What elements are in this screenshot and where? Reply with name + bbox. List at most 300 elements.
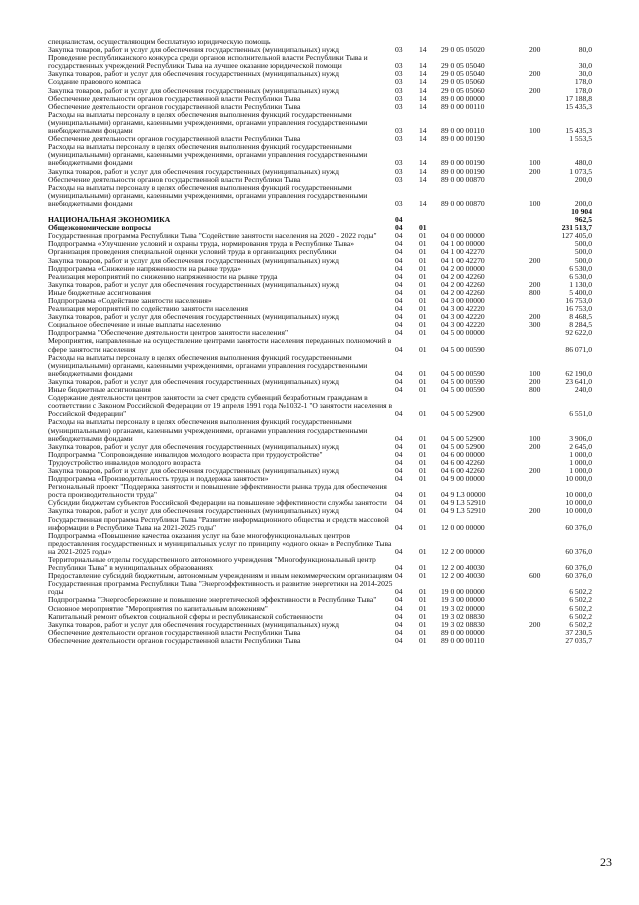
row-subsection: 01	[419, 603, 427, 613]
row-section: 04	[395, 587, 403, 597]
row-expense-type: 200	[529, 506, 541, 516]
row-section: 03	[395, 69, 403, 79]
row-subsection: 01	[419, 563, 427, 573]
row-amount: 480,0	[574, 158, 592, 168]
row-amount: 10 904 962,5	[571, 206, 592, 225]
row-name: Закупка товаров, работ и услуг для обеспечения государственных (муниципальных) нужд	[48, 441, 339, 451]
row-name: Создание правового компаса	[48, 77, 141, 87]
row-subsection: 01	[419, 312, 427, 322]
row-subsection: 01	[419, 571, 427, 581]
row-name: Закупка товаров, работ и услуг для обеспечения государственных (муниципальных) нужд	[48, 85, 339, 95]
row-amount: 10 000,0	[565, 490, 592, 500]
row-section: 04	[395, 215, 403, 225]
row-expense-type	[529, 224, 553, 232]
row-subsection: 14	[419, 93, 427, 103]
row-section: 03	[395, 45, 403, 55]
row-expense-type	[529, 240, 553, 248]
row-amount: 60 376,0	[565, 571, 592, 581]
row-target-article: 19 3 00 00000	[441, 595, 485, 605]
table-row	[48, 337, 592, 353]
row-name: Организация проведения специальной оценки условий труда в организациях республики	[48, 247, 337, 257]
row-expense-type	[529, 596, 553, 604]
row-amount: 15 435,3	[565, 126, 592, 136]
table-row	[48, 184, 592, 208]
budget-table	[48, 38, 592, 645]
row-name: Иные бюджетные ассигнования	[48, 287, 151, 297]
row-subsection: 01	[419, 304, 427, 314]
table-row	[48, 418, 592, 442]
row-expense-type: 200	[529, 619, 541, 629]
row-target-article: 89 0 00 00190	[441, 166, 485, 176]
row-amount: 16 753,0	[565, 296, 592, 305]
row-subsection: 01	[419, 409, 427, 419]
row-target-article: 04 1 00 00000	[441, 239, 485, 249]
row-subsection: 01	[419, 619, 427, 629]
table-row	[48, 111, 592, 135]
row-section: 04	[395, 441, 403, 451]
row-subsection: 01	[419, 328, 427, 338]
row-amount: 8 284,5	[569, 320, 592, 330]
row-expense-type	[529, 629, 553, 637]
row-section: 04	[395, 304, 403, 314]
row-subsection: 01	[419, 587, 427, 597]
row-target-article: 04 9 L3 00000	[441, 490, 486, 500]
row-name: Подпрограмма «Снижение напряженности на рынке труда»	[48, 263, 242, 273]
row-subsection: 01	[419, 433, 427, 443]
row-name: Предоставление субсидий бюджетным, автономным учреждениям и иным некоммерческим организациям	[48, 571, 393, 581]
row-section: 04	[395, 490, 403, 500]
row-amount: 10 000,0	[565, 498, 592, 508]
row-target-article: 89 0 00 00000	[441, 627, 485, 637]
row-name: Обеспечение деятельности органов государственной власти Республики Тыва	[48, 134, 301, 144]
row-name: Капитальный ремонт объектов социальной сферы и республиканской собственности	[48, 611, 323, 621]
row-amount: 1 073,5	[569, 166, 592, 176]
table-row	[48, 54, 592, 70]
row-subsection: 14	[419, 126, 427, 136]
row-target-article: 89 0 00 00110	[441, 635, 485, 645]
row-amount: 1 000,0	[569, 465, 592, 475]
row-section: 04	[395, 611, 403, 621]
row-target-article: 04 2 00 42260	[441, 279, 485, 289]
table-row	[48, 354, 592, 378]
row-subsection: 14	[419, 101, 427, 111]
row-amount: 178,0	[574, 85, 592, 95]
row-subsection: 01	[419, 635, 427, 645]
row-expense-type	[529, 637, 553, 645]
budget-table-body	[48, 38, 592, 645]
row-name: Обеспечение деятельности органов государственной власти Республики Тыва	[48, 101, 301, 111]
row-expense-type: 800	[529, 385, 541, 395]
row-target-article: 19 0 00 00000	[441, 587, 485, 597]
row-target-article: 89 0 00 00110	[441, 101, 485, 111]
row-amount: 16 753,0	[565, 304, 592, 314]
row-target-article: 89 0 00 00190	[441, 134, 485, 144]
row-section: 04	[395, 312, 403, 322]
row-subsection: 14	[419, 85, 427, 95]
row-subsection: 01	[419, 231, 427, 241]
row-subsection: 14	[419, 69, 427, 79]
row-section: 04	[395, 474, 403, 484]
row-name: Закупка товаров, работ и услуг для обеспечения государственных (муниципальных) нужд	[48, 255, 339, 265]
row-section: 04	[395, 506, 403, 516]
row-name: Обеспечение деятельности органов государственной власти Республики Тыва	[48, 635, 301, 645]
row-subsection: 01	[419, 474, 427, 484]
row-amount: 60 376,0	[565, 563, 592, 573]
row-section: 04	[395, 223, 403, 233]
row-name: НАЦИОНАЛЬНАЯ ЭКОНОМИКА	[48, 215, 171, 225]
row-section: 04	[395, 376, 403, 386]
row-expense-type	[529, 516, 553, 532]
row-amount: 1 000,0	[569, 449, 592, 459]
row-name: Закупка товаров, работ и услуг для обеспечения государственных (муниципальных) нужд	[48, 312, 339, 322]
row-target-article: 12 0 00 00000	[441, 522, 485, 532]
row-name: Обеспечение деятельности органов государственной власти Республики Тыва	[48, 174, 301, 184]
row-subsection: 01	[419, 506, 427, 516]
row-section: 04	[395, 328, 403, 338]
row-name: Подпрограмма «Улучшение условий и охраны труда, нормирования труда в Республике Тыва»	[48, 239, 354, 249]
row-expense-type	[529, 483, 553, 499]
row-expense-type: 100	[529, 126, 541, 136]
row-name: Подпрограмма "Энергосбережение и повышение энергетической эффективности в Республике Тыва"	[48, 595, 377, 605]
row-target-article: 04 5 00 00590	[441, 344, 485, 354]
row-name: Закупка товаров, работ и услуг для обеспечения государственных (муниципальных) нужд	[48, 279, 339, 289]
row-section: 03	[395, 77, 403, 87]
table-row	[48, 143, 592, 167]
row-target-article: 04 5 00 52900	[441, 409, 485, 419]
row-expense-type	[529, 580, 553, 596]
row-target-article: 04 5 00 00590	[441, 368, 485, 378]
row-amount: 200,0	[574, 174, 592, 184]
row-amount: 92 622,0	[565, 328, 592, 338]
row-amount: 6 502,2	[569, 603, 592, 613]
row-amount: 1 000,0	[569, 457, 592, 467]
row-section: 04	[395, 385, 403, 395]
row-name: Содержание деятельности центров занятости за счет средств субвенций безработным гражданам в соответствии с Законом Российской Федерации от 19 апреля 1991 года №1032-1 "О занятости населения в Российской Федерации"	[48, 393, 393, 419]
row-target-article: 19 3 02 00000	[441, 603, 485, 613]
row-section: 04	[395, 271, 403, 281]
row-target-article: 89 0 00 00870	[441, 198, 485, 208]
row-name: Реализация мероприятий по содействию занятости населения	[48, 304, 249, 314]
row-section: 04	[395, 239, 403, 249]
table-row	[48, 394, 592, 418]
row-expense-type: 200	[529, 441, 541, 451]
row-subsection: 01	[419, 271, 427, 281]
row-section: 04	[395, 368, 403, 378]
row-expense-type: 200	[529, 465, 541, 475]
row-section: 04	[395, 465, 403, 475]
row-subsection: 01	[419, 376, 427, 386]
row-target-article: 04 5 00 00000	[441, 328, 485, 338]
row-section: 04	[395, 498, 403, 508]
row-subsection: 14	[419, 134, 427, 144]
row-subsection: 01	[419, 344, 427, 354]
row-expense-type: 100	[529, 198, 541, 208]
row-subsection: 01	[419, 522, 427, 532]
row-section: 03	[395, 198, 403, 208]
row-target-article: 29 0 05 05060	[441, 85, 485, 95]
row-amount: 60 376,0	[565, 546, 592, 556]
row-amount: 10 000,0	[565, 506, 592, 516]
table-row	[48, 483, 592, 499]
row-name: Региональный проект "Поддержка занятости и повышение эффективности рынка труда для обеспечения роста производительности труда"	[48, 482, 387, 500]
row-name: Расходы на выплаты персоналу в целях обеспечения выполнения функций государственными (муниципальными) органами, казенными учреждениями, органами управления государственными внебюджетными фондами	[48, 109, 368, 136]
row-expense-type	[529, 556, 553, 572]
row-name: Основное мероприятие "Мероприятия по капитальным вложениям"	[48, 603, 268, 613]
row-section: 03	[395, 93, 403, 103]
row-name: Трудоустройство инвалидов молодого возраста	[48, 457, 201, 467]
row-amount: 37 230,5	[565, 627, 592, 637]
row-target-article: 89 0 00 00870	[441, 174, 485, 184]
row-expense-type	[529, 337, 553, 353]
row-amount: 127 405,0	[561, 231, 592, 241]
row-section: 04	[395, 603, 403, 613]
row-name: Закупка товаров, работ и услуг для обеспечения государственных (муниципальных) нужд	[48, 465, 339, 475]
row-target-article: 04 9 L3 52910	[441, 506, 486, 516]
row-subsection: 01	[419, 263, 427, 273]
row-target-article: 29 0 05 05040	[441, 61, 485, 71]
row-amount: 8 468,5	[569, 312, 592, 322]
row-amount: 30,0	[578, 69, 592, 79]
row-target-article: 89 0 00 00000	[441, 93, 485, 103]
row-section: 04	[395, 563, 403, 573]
row-subsection: 14	[419, 174, 427, 184]
row-name: специалистам, осуществляющим бесплатную юридическую помощь	[48, 37, 271, 46]
row-subsection: 14	[419, 77, 427, 87]
row-target-article: 12 2 00 00000	[441, 546, 485, 556]
row-expense-type: 200	[529, 85, 541, 95]
row-subsection: 14	[419, 158, 427, 168]
row-name: Государственная программа Республики Тыва "Энергоэффективность и развитие энергетики на 2014-2025 годы	[48, 579, 393, 597]
row-amount: 240,0	[574, 385, 592, 395]
row-name: Закупка товаров, работ и услуг для обеспечения государственных (муниципальных) нужд	[48, 376, 339, 386]
row-expense-type	[529, 232, 553, 240]
row-amount: 6 502,2	[569, 587, 592, 597]
row-name: Закупка товаров, работ и услуг для обеспечения государственных (муниципальных) нужд	[48, 45, 339, 55]
row-expense-type	[529, 394, 553, 418]
row-section: 04	[395, 595, 403, 605]
row-expense-type: 100	[529, 433, 541, 443]
row-amount: 1 553,5	[569, 134, 592, 144]
row-name: Закупка товаров, работ и услуг для обеспечения государственных (муниципальных) нужд	[48, 619, 339, 629]
row-subsection: 01	[419, 296, 427, 305]
table-row	[48, 580, 592, 596]
row-expense-type	[529, 54, 553, 70]
row-name: Субсидии бюджетам субъектов Российской Федерации на повышение эффективности службы занятости	[48, 498, 387, 508]
row-name: Подпрограмма "Сопровождение инвалидов молодого возраста при трудоустройстве"	[48, 449, 323, 459]
row-subsection: 01	[419, 223, 427, 233]
table-row	[48, 208, 592, 224]
row-section: 04	[395, 433, 403, 443]
row-name: Закупка товаров, работ и услуг для обеспечения государственных (муниципальных) нужд	[48, 69, 339, 79]
row-name: Территориальные отделы государственного автономного учреждения "Многофункциональный центр Республики Тыва" в муниципальных образованиях	[48, 555, 376, 573]
row-amount: 231 513,7	[561, 223, 592, 233]
row-amount: 178,0	[574, 77, 592, 87]
row-name: Общеэкономические вопросы	[48, 223, 152, 233]
row-expense-type	[529, 135, 553, 143]
row-subsection: 01	[419, 239, 427, 249]
row-amount: 80,0	[578, 45, 592, 55]
row-name: Подпрограмма «Содействие занятости населения»	[48, 296, 212, 305]
row-section: 04	[395, 231, 403, 241]
row-target-article: 04 9 00 00000	[441, 474, 485, 484]
row-target-article: 04 3 00 42220	[441, 312, 485, 322]
row-target-article: 04 2 00 42260	[441, 271, 485, 281]
row-name: Расходы на выплаты персоналу в целях обеспечения выполнения функций государственными (муниципальными) органами, казенными учреждениями, органами управления государственными внебюджетными фондами	[48, 182, 368, 208]
row-expense-type: 200	[529, 312, 541, 322]
row-section: 03	[395, 174, 403, 184]
row-expense-type	[529, 605, 553, 613]
row-amount: 3 906,0	[569, 433, 592, 443]
row-section: 04	[395, 287, 403, 297]
row-target-article: 04 2 00 42260	[441, 287, 485, 297]
row-name: Закупка товаров, работ и услуг для обеспечения государственных (муниципальных) нужд	[48, 166, 339, 176]
row-expense-type: 600	[529, 571, 541, 581]
row-target-article	[441, 208, 529, 224]
row-name: Иные бюджетные ассигнования	[48, 385, 151, 395]
row-subsection: 14	[419, 45, 427, 55]
row-section: 04	[395, 296, 403, 305]
row-target-article: 89 0 00 00190	[441, 158, 485, 168]
row-section: 04	[395, 449, 403, 459]
row-name: Подпрограмма «Повышение качества оказания услуг на базе многофункциональных центров предоставления государственных и муниципальных услуг по принципу «одного окна» в Республике Тыва на 2021-2025 годы»	[48, 530, 392, 556]
row-subsection	[419, 208, 441, 224]
table-row	[48, 556, 592, 572]
row-section: 04	[395, 627, 403, 637]
row-section: 03	[395, 101, 403, 111]
row-expense-type: 200	[529, 255, 541, 265]
row-name: Реализация мероприятий по снижению напряженности на рынке труда	[48, 271, 278, 281]
row-amount: 60 376,0	[565, 522, 592, 532]
row-target-article: 19 3 02 08830	[441, 611, 485, 621]
row-expense-type	[529, 95, 553, 103]
row-amount: 6 502,2	[569, 619, 592, 629]
row-expense-type	[529, 297, 553, 305]
row-subsection: 01	[419, 279, 427, 289]
row-subsection: 01	[419, 611, 427, 621]
row-section: 04	[395, 263, 403, 273]
row-section: 04	[395, 247, 403, 257]
row-expense-type: 200	[529, 45, 541, 55]
row-subsection: 01	[419, 368, 427, 378]
row-target-article: 04 2 00 00000	[441, 263, 485, 273]
row-section: 03	[395, 126, 403, 136]
row-name: Расходы на выплаты персоналу в целях обеспечения выполнения функций государственными (муниципальными) органами, казенными учреждениями, органами управления государственными внебюджетными фондами	[48, 417, 368, 443]
row-target-article: 04 3 00 42220	[441, 320, 485, 330]
row-target-article: 12 2 00 40030	[441, 571, 485, 581]
row-expense-type: 200	[529, 166, 541, 176]
row-expense-type: 200	[529, 69, 541, 79]
row-name: Подпрограмма "Обеспечение деятельности центров занятости населения"	[48, 328, 289, 338]
row-amount: 23 641,0	[565, 376, 592, 386]
row-name: Подпрограмма «Производительность труда и поддержка занятости»	[48, 474, 269, 484]
row-subsection: 01	[419, 490, 427, 500]
row-expense-type: 300	[529, 320, 541, 330]
row-name: Социальное обеспечение и иные выплаты населению	[48, 320, 221, 330]
row-expense-type	[529, 451, 553, 459]
row-expense-type	[529, 208, 553, 224]
row-subsection: 01	[419, 627, 427, 637]
row-expense-type	[529, 176, 553, 184]
row-expense-type	[529, 329, 553, 337]
row-subsection: 14	[419, 198, 427, 208]
row-subsection: 01	[419, 465, 427, 475]
row-subsection: 01	[419, 546, 427, 556]
row-target-article: 04 5 00 00590	[441, 376, 485, 386]
row-section: 03	[395, 134, 403, 144]
row-name: Расходы на выплаты персоналу в целях обеспечения выполнения функций государственными (муниципальными) органами, казенными учреждениями, органами управления государственными внебюджетными фондами	[48, 142, 368, 168]
row-amount: 200,0	[574, 198, 592, 208]
row-target-article: 04 5 00 52900	[441, 433, 485, 443]
table-row	[48, 516, 592, 532]
row-name: Обеспечение деятельности органов государственной власти Республики Тыва	[48, 627, 301, 637]
table-row	[48, 532, 592, 556]
row-target-article: 04 9 L3 52910	[441, 498, 486, 508]
row-target-article: 04 1 00 42270	[441, 247, 485, 257]
row-section: 04	[395, 279, 403, 289]
row-target-article: 04 5 00 52900	[441, 441, 485, 451]
row-expense-type: 200	[529, 376, 541, 386]
row-expense-type	[529, 265, 553, 273]
row-subsection: 14	[419, 166, 427, 176]
row-amount: 6 530,0	[569, 263, 592, 273]
row-amount: 10 000,0	[565, 474, 592, 484]
row-subsection: 01	[419, 385, 427, 395]
row-section: 04	[395, 344, 403, 354]
row-section: 03	[395, 85, 403, 95]
row-target-article: 04 3 00 42220	[441, 304, 485, 314]
row-amount: 17 188,8	[565, 93, 592, 103]
row-section: 04	[395, 619, 403, 629]
row-target-article: 04 6 00 42260	[441, 465, 485, 475]
row-subsection: 01	[419, 457, 427, 467]
row-expense-type	[529, 532, 553, 556]
row-section: 04	[395, 522, 403, 532]
row-section: 04	[395, 635, 403, 645]
page-number: 23	[600, 855, 612, 869]
row-name: Закупка товаров, работ и услуг для обеспечения государственных (муниципальных) нужд	[48, 506, 339, 516]
row-expense-type: 100	[529, 158, 541, 168]
row-amount: 5 400,0	[569, 287, 592, 297]
row-name: Государственная программа Республики Тыва "Содействие занятости населения на 2020 - 2022 годы"	[48, 231, 377, 241]
row-target-article: 04 3 00 00000	[441, 296, 485, 305]
row-amount: 500,0	[574, 247, 592, 257]
row-amount: 6 551,0	[569, 409, 592, 419]
row-section: 03	[395, 158, 403, 168]
row-amount: 2 645,0	[569, 441, 592, 451]
row-amount: 30,0	[578, 61, 592, 71]
row-name: Расходы на выплаты персоналу в целях обеспечения выполнения функций государственными (муниципальными) органами, казенными учреждениями, органами управления государственными внебюджетными фондами	[48, 352, 368, 378]
row-target-article: 04 6 00 00000	[441, 449, 485, 459]
row-section: 04	[395, 457, 403, 467]
row-target-article: 04 1 00 42270	[441, 255, 485, 265]
row-amount: 6 502,2	[569, 595, 592, 605]
row-amount: 500,0	[574, 255, 592, 265]
row-expense-type: 200	[529, 279, 541, 289]
row-amount: 86 071,0	[565, 344, 592, 354]
row-target-article: 12 2 00 40030	[441, 563, 485, 573]
row-target-article: 29 0 05 05040	[441, 69, 485, 79]
row-amount: 500,0	[574, 239, 592, 249]
row-amount: 6 502,2	[569, 611, 592, 621]
row-amount: 6 530,0	[569, 271, 592, 281]
row-amount: 1 130,0	[569, 279, 592, 289]
row-expense-type	[529, 103, 553, 111]
row-subsection: 01	[419, 449, 427, 459]
row-subsection: 01	[419, 255, 427, 265]
row-subsection: 01	[419, 247, 427, 257]
row-expense-type: 100	[529, 368, 541, 378]
row-subsection: 01	[419, 498, 427, 508]
